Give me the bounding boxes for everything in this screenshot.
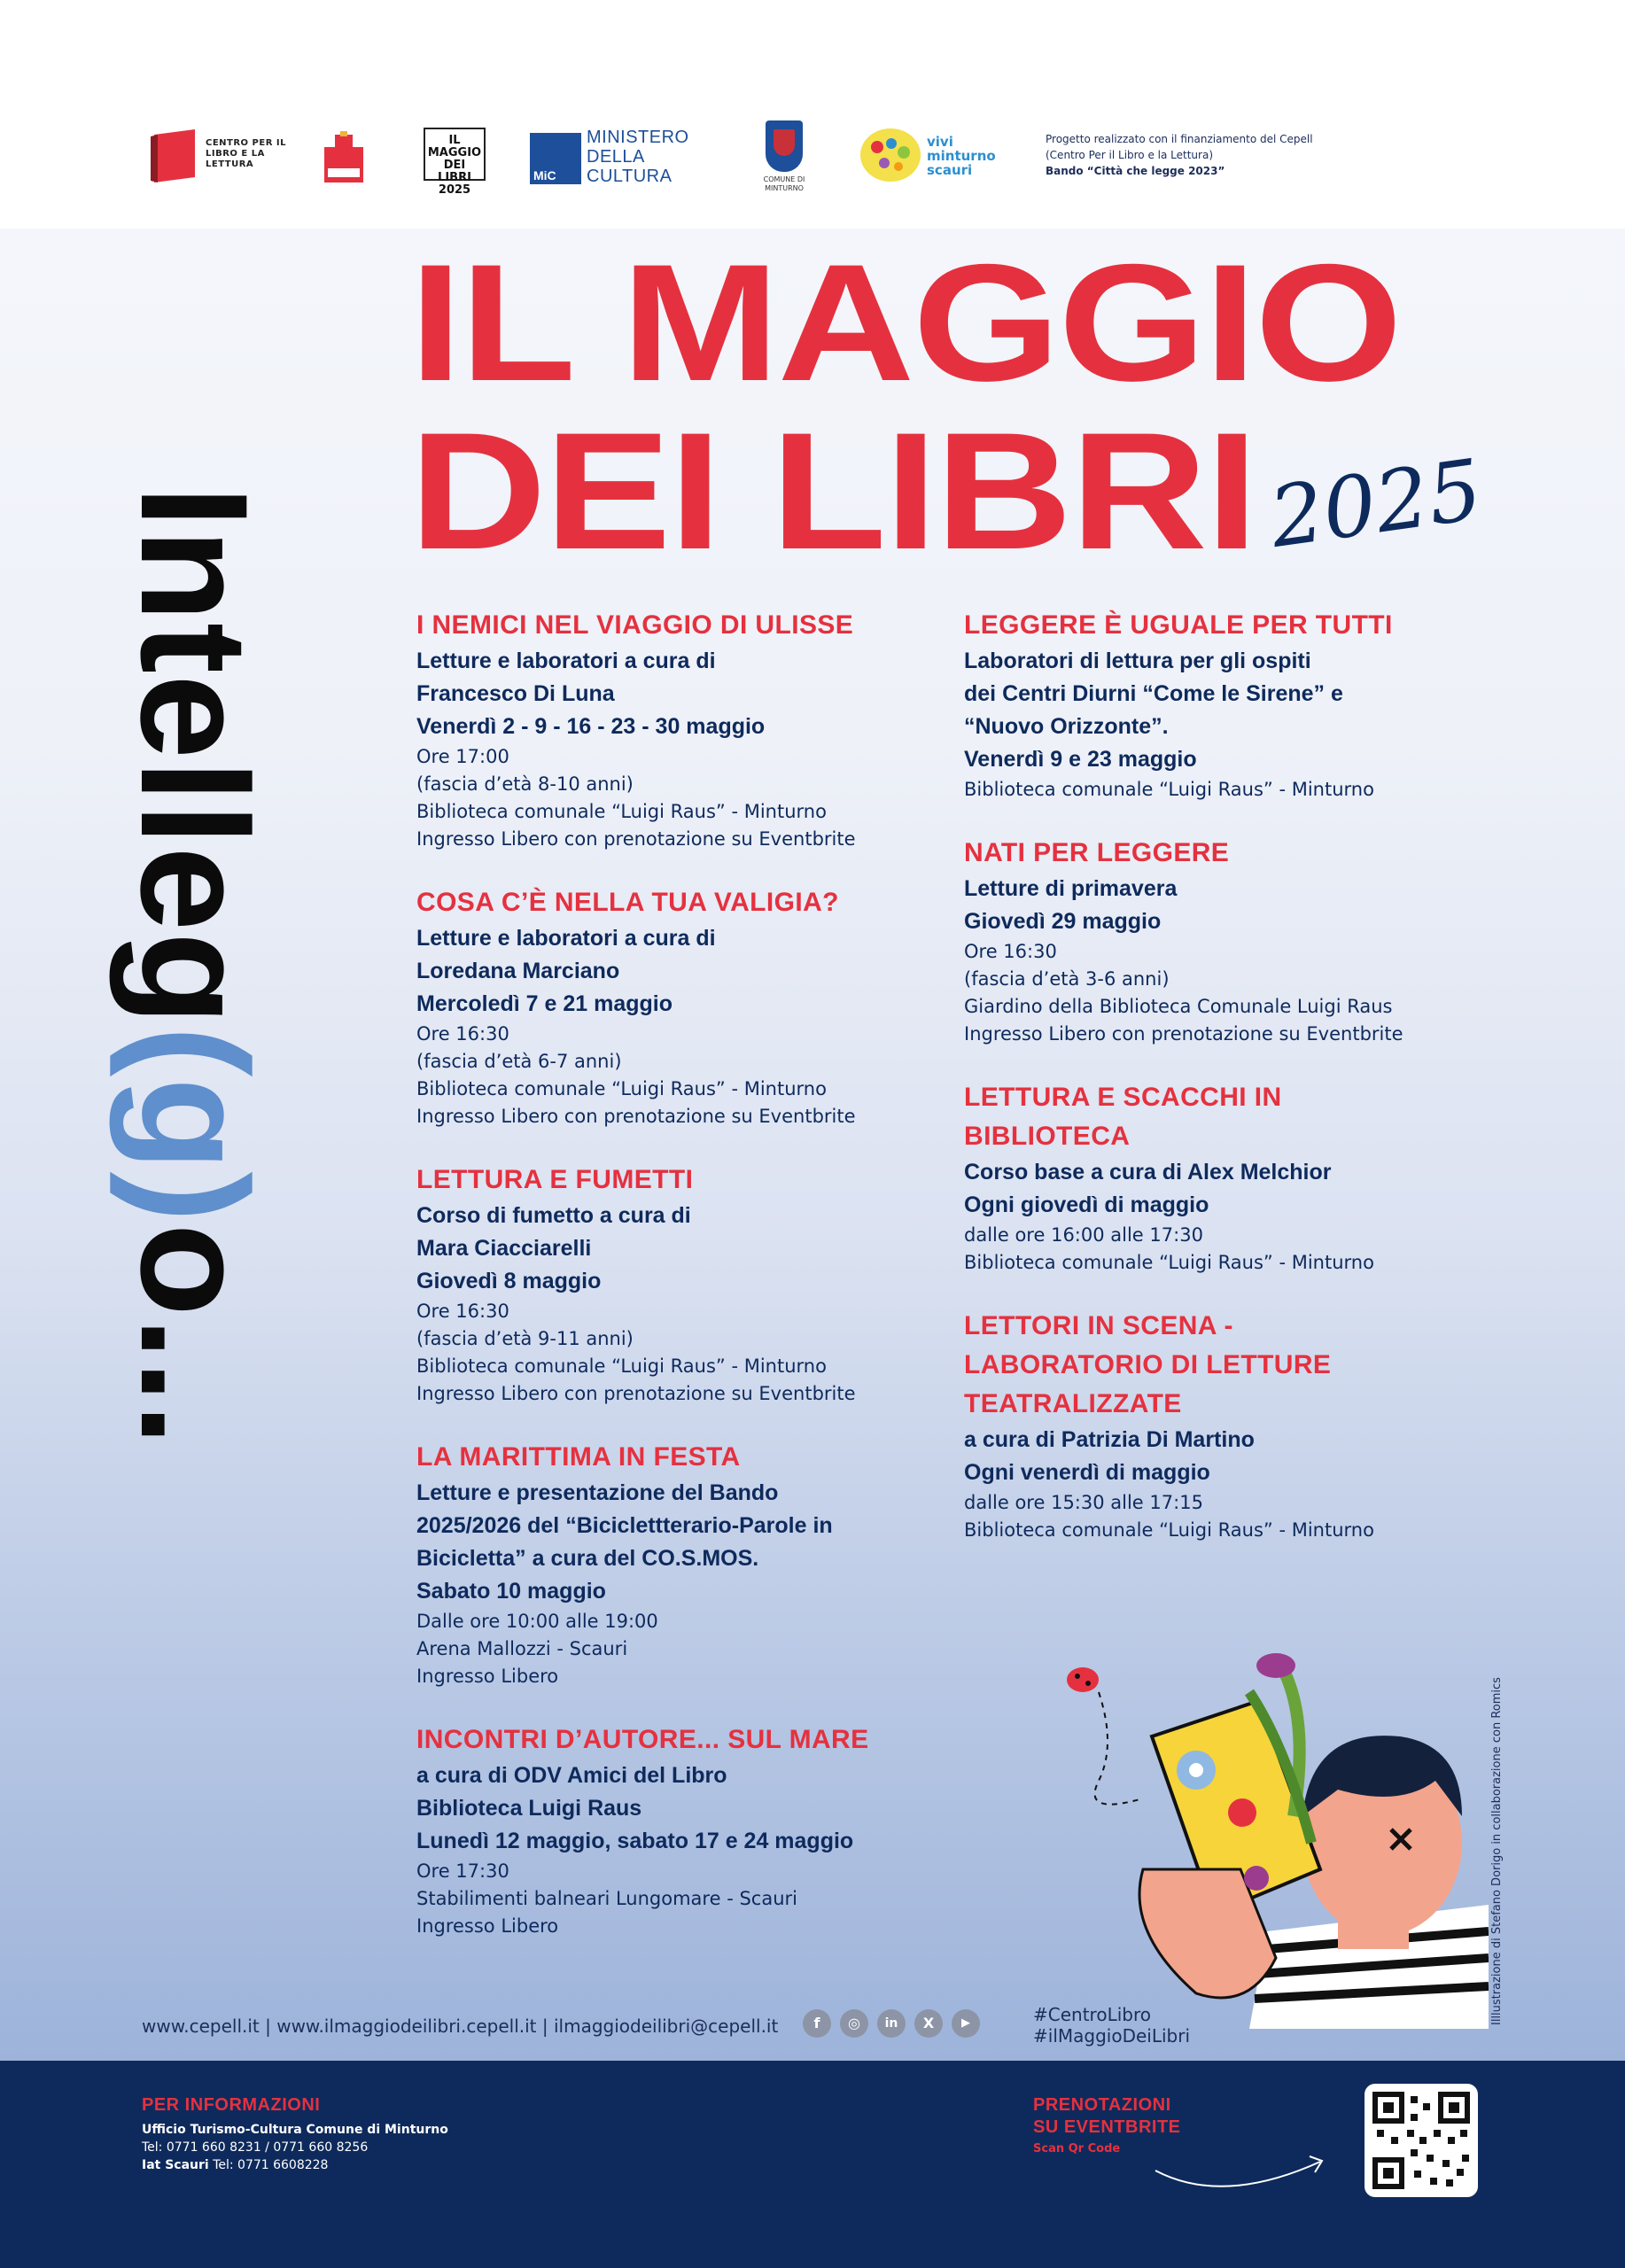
event-bold-line: Biblioteca Luigi Raus xyxy=(416,1796,642,1821)
event-bold-line: Francesco Di Luna xyxy=(416,681,615,706)
illustration-credit: Illlustrazione di Stefano Dorigo in collaborazione con Romics xyxy=(1490,1677,1504,2025)
event-detail: (fascia d’età 9-11 anni) xyxy=(416,1328,634,1349)
event-title: LEGGERE È UGUALE PER TUTTI xyxy=(964,610,1393,640)
event-detail: Ore 16:30 xyxy=(416,1023,509,1045)
event-bold-line: 2025/2026 del “Biciclettterario-Parole in xyxy=(416,1513,833,1538)
hashtags xyxy=(1033,2004,1190,2047)
event-item xyxy=(964,606,1513,804)
event-item xyxy=(416,883,948,1130)
event-detail: Ore 16:30 xyxy=(964,941,1057,962)
contact-links[interactable]: www.cepell.it | www.ilmaggiodeilibri.cepell.it | ilmaggiodeilibri@cepell.it xyxy=(142,2016,779,2037)
event-date: Giovedì 8 maggio xyxy=(416,1269,602,1293)
side-title-part1: Intelleg xyxy=(109,485,279,1027)
logo-strip xyxy=(142,115,1382,213)
info-heading: PER INFORMAZIONI xyxy=(142,2095,321,2115)
event-bold-line: dei Centri Diurni “Come le Sirene” e xyxy=(964,681,1343,706)
event-item xyxy=(416,1720,948,1940)
event-detail: Ore 17:00 xyxy=(416,746,509,767)
side-title-accent: (g) xyxy=(109,1026,279,1223)
funding-note xyxy=(1046,131,1382,179)
event-bold-line: a cura di Patrizia Di Martino xyxy=(964,1427,1255,1452)
info-iat xyxy=(142,2156,448,2174)
citta-che-legge-icon xyxy=(317,131,370,184)
event-detail: Biblioteca comunale “Luigi Raus” - Minturno xyxy=(416,801,827,822)
event-date: Ogni venerdì di maggio xyxy=(964,1460,1210,1485)
event-item xyxy=(964,834,1513,1048)
event-detail: Arena Mallozzi - Scauri xyxy=(416,1638,628,1659)
qr-code[interactable] xyxy=(1365,2084,1478,2197)
event-date: Mercoledì 7 e 21 maggio xyxy=(416,991,673,1016)
event-bold-line: Mara Ciacciarelli xyxy=(416,1236,592,1261)
event-detail: dalle ore 15:30 alle 17:15 xyxy=(964,1492,1203,1513)
comune-minturno-logo xyxy=(753,120,815,200)
citta-che-legge-logo xyxy=(317,131,370,184)
cepell-logo-text: CENTRO PER IL LIBRO E LA LETTURA xyxy=(206,138,286,169)
event-detail: Biblioteca comunale “Luigi Raus” - Minturno xyxy=(416,1355,827,1377)
info-body xyxy=(142,2121,448,2174)
event-detail: Ingresso Libero xyxy=(416,1666,559,1687)
event-item xyxy=(416,1438,948,1690)
event-bold-line: Letture di primavera xyxy=(964,876,1178,901)
cepell-logo xyxy=(151,129,292,183)
event-title: NATI PER LEGGERE xyxy=(964,838,1230,867)
page-title xyxy=(409,229,1401,584)
qr-code-icon xyxy=(1365,2084,1478,2197)
event-detail: Ingresso Libero con prenotazione su Eventbrite xyxy=(416,1383,856,1404)
hashtag-centrolibro: #CentroLibro xyxy=(1033,2004,1151,2025)
linkedin-icon[interactable]: in xyxy=(877,2009,906,2038)
event-detail: Stabilimenti balneari Lungomare - Scauri xyxy=(416,1888,797,1909)
event-bold-line: Corso base a cura di Alex Melchior xyxy=(964,1160,1332,1184)
event-bold-line: Loredana Marciano xyxy=(416,959,620,983)
event-title: LA MARITTIMA IN FESTA xyxy=(416,1442,741,1472)
mic-badge-text: MiC xyxy=(533,168,556,183)
event-item xyxy=(416,1161,948,1408)
event-detail: Giardino della Biblioteca Comunale Luigi Raus xyxy=(964,996,1393,1017)
event-date: Venerdì 2 - 9 - 16 - 23 - 30 maggio xyxy=(416,714,766,739)
event-detail: Ingresso Libero con prenotazione su Eventbrite xyxy=(964,1023,1403,1045)
vivi-logo-text: vivi minturno scauri xyxy=(927,134,996,178)
title-line-2: DEI LIBRI xyxy=(409,398,1256,584)
facebook-icon[interactable]: f xyxy=(803,2009,831,2038)
x-icon[interactable]: X xyxy=(914,2009,943,2038)
event-detail: Ingresso Libero xyxy=(416,1915,559,1937)
event-detail: (fascia d’età 8-10 anni) xyxy=(416,773,634,795)
event-bold-line: Letture e laboratori a cura di xyxy=(416,649,716,673)
minturno-logo-text: COMUNE DI MINTURNO xyxy=(763,175,805,192)
event-detail: Biblioteca comunale “Luigi Raus” - Minturno xyxy=(964,1519,1374,1541)
event-bold-line: Bicicletta” a cura del CO.S.MOS. xyxy=(416,1546,759,1571)
event-item xyxy=(416,606,948,853)
event-bold-line: Laboratori di lettura per gli ospiti xyxy=(964,649,1311,673)
event-title: COSA C’È NELLA TUA VALIGIA? xyxy=(416,888,839,917)
reader-illustration xyxy=(1046,1639,1489,2029)
event-detail: Biblioteca comunale “Luigi Raus” - Minturno xyxy=(964,1252,1374,1273)
event-title: LETTORI IN SCENA - LABORATORIO DI LETTURE TEATRALIZZATE xyxy=(964,1311,1332,1418)
event-detail: (fascia d’età 3-6 anni) xyxy=(964,968,1170,990)
event-bold-line: “Nuovo Orizzonte”. xyxy=(964,714,1169,739)
cepell-mark-icon xyxy=(151,129,197,183)
event-item xyxy=(964,1078,1513,1277)
side-title-intelleggo xyxy=(109,485,279,1806)
arrow-right-icon xyxy=(1152,2144,1329,2197)
funding-line-2: (Centro Per il Libro e la Lettura) xyxy=(1046,149,1214,161)
info-iat-label: Iat Scauri xyxy=(142,2158,209,2172)
title-line-1: IL MAGGIO xyxy=(409,229,1401,416)
event-title: I NEMICI NEL VIAGGIO DI ULISSE xyxy=(416,610,854,640)
mic-badge-icon xyxy=(530,133,581,184)
event-detail: (fascia d’età 6-7 anni) xyxy=(416,1051,622,1072)
event-date: Ogni giovedì di maggio xyxy=(964,1192,1209,1217)
event-detail: Ore 17:30 xyxy=(416,1860,509,1882)
booking-line-1: PRENOTAZIONI xyxy=(1033,2095,1171,2115)
funding-line-3: Bando “Città che legge 2023” xyxy=(1046,165,1225,177)
events-left-column xyxy=(416,606,948,1970)
booking-heading xyxy=(1033,2094,1181,2139)
event-bold-line: Letture e laboratori a cura di xyxy=(416,926,716,951)
funding-line-1: Progetto realizzato con il finanziamento del Cepell xyxy=(1046,133,1313,145)
maggio-dei-libri-logo: IL MAGGIO DEI LIBRI 2025 xyxy=(424,128,486,181)
youtube-icon[interactable]: ▶ xyxy=(952,2009,980,2038)
event-detail: Ingresso Libero con prenotazione su Eventbrite xyxy=(416,1106,856,1127)
info-tel: Tel: 0771 660 8231 / 0771 660 8256 xyxy=(142,2140,369,2155)
event-bold-line: Corso di fumetto a cura di xyxy=(416,1203,691,1228)
event-detail: Biblioteca comunale “Luigi Raus” - Minturno xyxy=(964,779,1374,800)
event-title: LETTURA E FUMETTI xyxy=(416,1165,694,1194)
event-bold-line: Letture e presentazione del Bando xyxy=(416,1480,779,1505)
booking-line-2: SU EVENTBRITE xyxy=(1033,2117,1181,2137)
event-detail: Ore 16:30 xyxy=(416,1301,509,1322)
event-detail: Ingresso Libero con prenotazione su Eventbrite xyxy=(416,828,856,850)
hashtag-maggiodeilibri: #ilMaggioDeiLibri xyxy=(1033,2025,1191,2047)
event-date: Venerdì 9 e 23 maggio xyxy=(964,747,1197,772)
minturno-shield-icon xyxy=(766,120,803,172)
vivi-dots-icon xyxy=(859,126,921,184)
vivi-minturno-scauri-logo xyxy=(859,126,1001,188)
events-right-column xyxy=(964,606,1513,1574)
event-detail: Biblioteca comunale “Luigi Raus” - Minturno xyxy=(416,1078,827,1099)
info-office: Ufficio Turismo-Cultura Comune di Minturno xyxy=(142,2123,448,2137)
event-item xyxy=(964,1307,1513,1544)
event-detail: Dalle ore 10:00 alle 19:00 xyxy=(416,1611,658,1632)
event-bold-line: a cura di ODV Amici del Libro xyxy=(416,1763,727,1788)
instagram-icon[interactable]: ◎ xyxy=(840,2009,868,2038)
booking-subtext: Scan Qr Code xyxy=(1033,2142,1121,2155)
event-detail: dalle ore 16:00 alle 17:30 xyxy=(964,1224,1203,1246)
ministero-cultura-logo xyxy=(530,128,707,188)
event-date: Lunedì 12 maggio, sabato 17 e 24 maggio xyxy=(416,1829,854,1853)
event-title: LETTURA E SCACCHI IN BIBLIOTECA xyxy=(964,1083,1282,1151)
side-title-part2: o... xyxy=(109,1223,279,1448)
title-year: 2025 xyxy=(1263,441,1488,568)
event-date: Sabato 10 maggio xyxy=(416,1579,606,1604)
event-date: Giovedì 29 maggio xyxy=(964,909,1162,934)
info-iat-tel: Tel: 0771 6608228 xyxy=(213,2158,329,2172)
mic-logo-text: MINISTERO DELLA CULTURA xyxy=(587,128,689,186)
event-title: INCONTRI D’AUTORE... SUL MARE xyxy=(416,1725,869,1754)
